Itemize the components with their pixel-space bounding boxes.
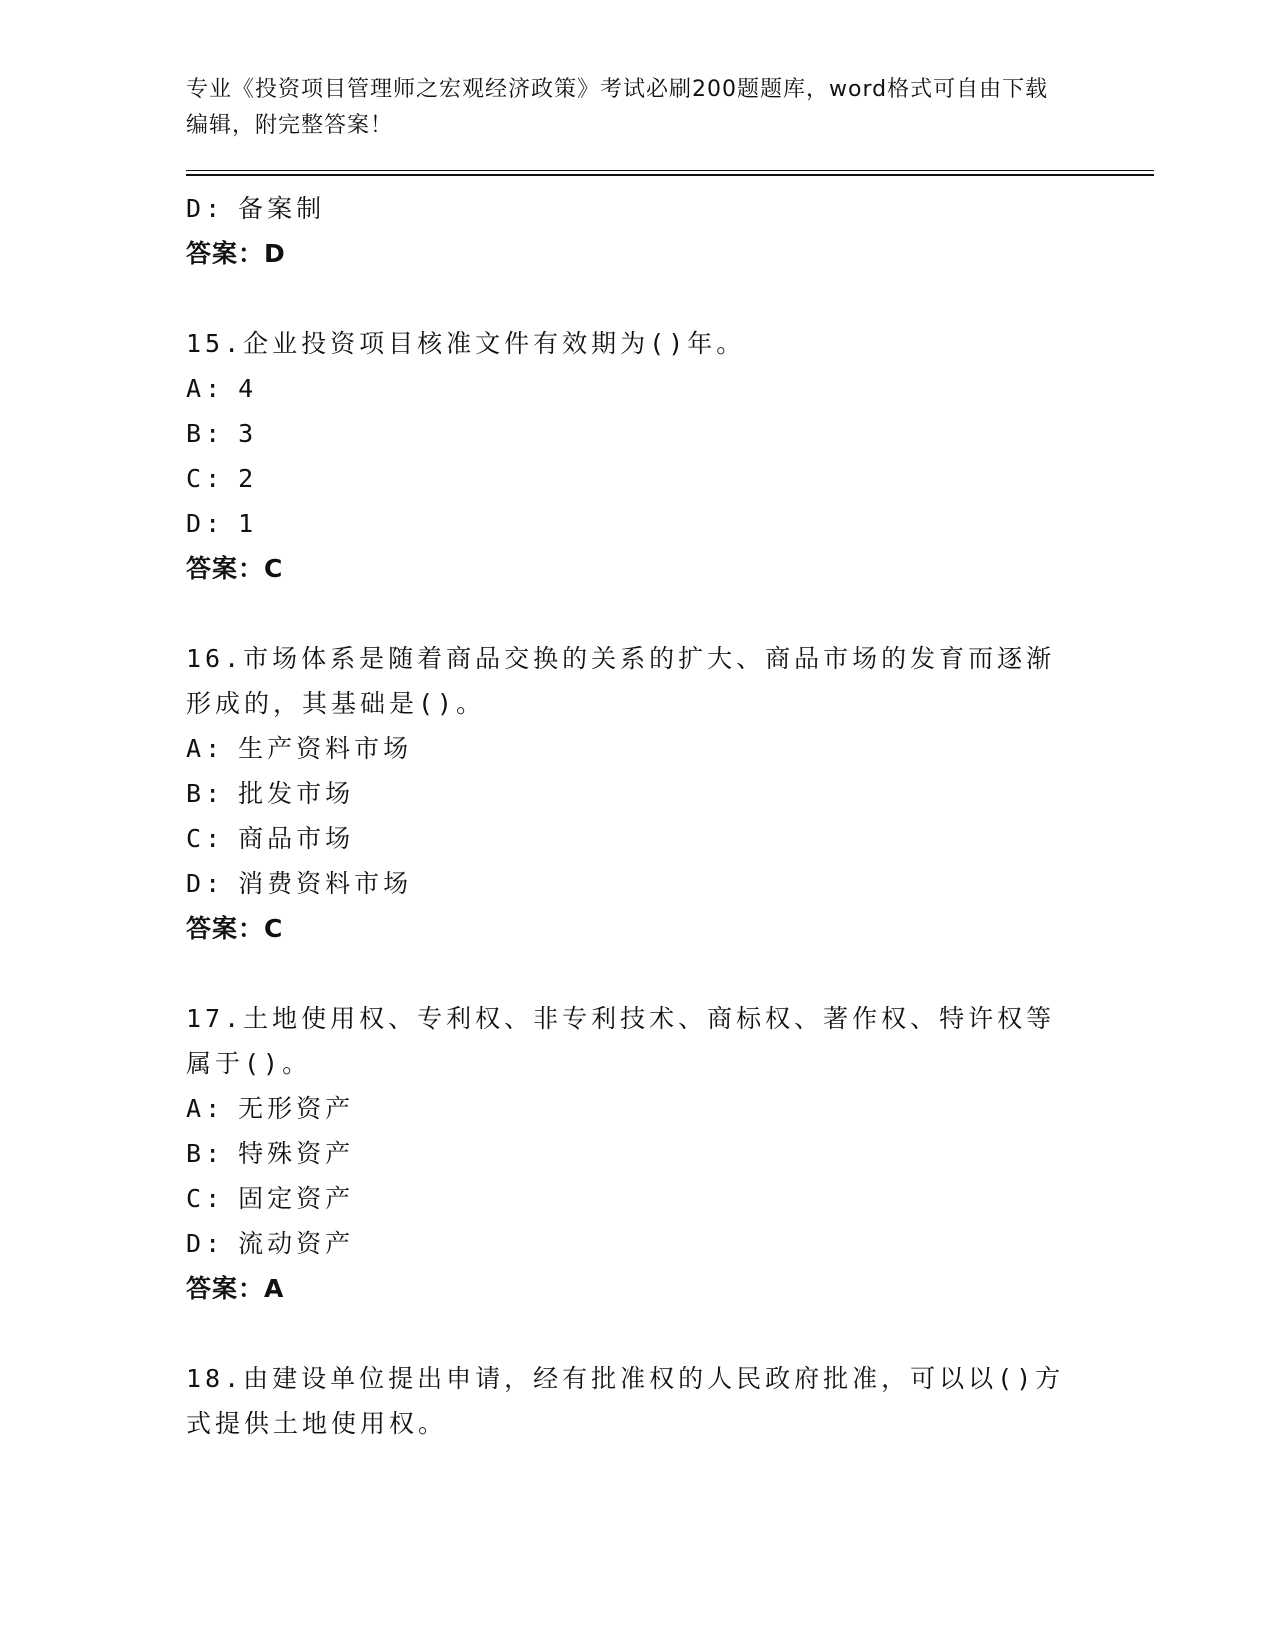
option-c <box>186 816 1076 861</box>
option-b <box>186 1131 1076 1176</box>
option-separator: : <box>205 1184 225 1213</box>
option-label: B <box>186 419 206 448</box>
option-label: C <box>186 464 206 493</box>
option-text: 流动资产 <box>238 1229 355 1258</box>
option-label: D <box>186 869 206 898</box>
option-text: 消费资料市场 <box>238 869 413 898</box>
answer-line: 答案：C <box>186 914 284 943</box>
option-label: C <box>186 824 206 853</box>
option-label: D <box>186 509 206 538</box>
option-text: 3 <box>238 419 258 448</box>
option-text: 生产资料市场 <box>238 734 413 763</box>
option-separator: : <box>205 779 225 808</box>
answer-line: 答案：A <box>186 1274 285 1303</box>
header-rule-thin <box>186 170 1154 171</box>
option-label: C <box>186 1184 206 1213</box>
option-a <box>186 366 1076 411</box>
option-text: 特殊资产 <box>238 1139 355 1168</box>
option-c <box>186 1176 1076 1221</box>
option-d <box>186 186 1076 231</box>
header-rule-thick <box>186 174 1154 176</box>
option-label: B <box>186 779 206 808</box>
option-separator: : <box>205 1139 225 1168</box>
option-text: 2 <box>238 464 258 493</box>
option-separator: : <box>205 734 225 763</box>
option-label: B <box>186 1139 206 1168</box>
option-separator: : <box>205 1229 225 1258</box>
option-b <box>186 771 1076 816</box>
option-label: D <box>186 194 206 223</box>
option-label: D <box>186 1229 206 1258</box>
option-a <box>186 726 1076 771</box>
option-c <box>186 456 1076 501</box>
question-stem: 16.市场体系是随着商品交换的关系的扩大、商品市场的发育而逐渐形成的，其基础是()。 <box>186 644 1056 718</box>
question-stem: 15.企业投资项目核准文件有效期为()年。 <box>186 329 746 358</box>
question-stem: 18.由建设单位提出申请，经有批准权的人民政府批准，可以以()方式提供土地使用权。 <box>186 1364 1065 1438</box>
page-header-title: 专业《投资项目管理师之宏观经济政策》考试必刷200题题库，word格式可自由下载编辑，附完整答案！ <box>186 77 1049 138</box>
answer-line: 答案：D <box>186 239 286 268</box>
option-label: A <box>186 374 206 403</box>
option-text: 1 <box>238 509 258 538</box>
option-text: 4 <box>238 374 258 403</box>
option-text: 备案制 <box>238 194 326 223</box>
answer-line: 答案：C <box>186 554 284 583</box>
option-label: A <box>186 734 206 763</box>
option-d <box>186 501 1076 546</box>
option-separator: : <box>205 869 225 898</box>
question-stem: 17.土地使用权、专利权、非专利技术、商标权、著作权、特许权等属于()。 <box>186 1004 1056 1078</box>
option-text: 无形资产 <box>238 1094 355 1123</box>
option-separator: : <box>205 374 225 403</box>
option-separator: : <box>205 464 225 493</box>
option-label: A <box>186 1094 206 1123</box>
option-text: 批发市场 <box>238 779 355 808</box>
option-separator: : <box>205 824 225 853</box>
option-separator: : <box>205 1094 225 1123</box>
option-separator: : <box>205 194 225 223</box>
option-text: 商品市场 <box>238 824 355 853</box>
question-list <box>186 186 1076 1446</box>
option-b <box>186 411 1076 456</box>
option-d <box>186 861 1076 906</box>
option-separator: : <box>205 509 225 538</box>
option-separator: : <box>205 419 225 448</box>
option-d <box>186 1221 1076 1266</box>
option-a <box>186 1086 1076 1131</box>
option-text: 固定资产 <box>238 1184 355 1213</box>
